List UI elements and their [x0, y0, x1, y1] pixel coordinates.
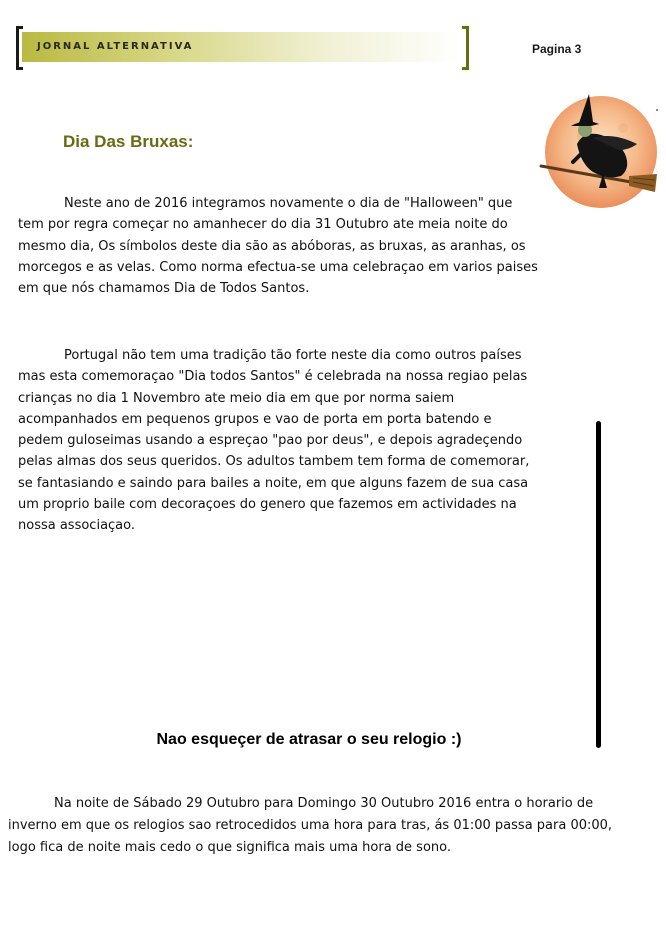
article-paragraph-1: Neste ano de 2016 integramos novamente o dia de "Halloween" que tem por regra começar no amanhecer do dia 31 Outubro ate meia noite do mesmo dia, Os símbolos deste dia são as abóboras, as bruxas, as aranhas, os morcegos e as velas. Como norma efectua-se uma celebraçao em varios paises em que nós chamamos Dia de Todos Santos. — [18, 196, 538, 297]
article-paragraph-2: Portugal não tem uma tradição tão forte neste dia como outros países mas esta comemoraçao "Dia todos Santos" é celebrada na nossa regiao pelas crianças no dia 1 Novembro ate meio dia em que por norma saiem acompanhados em pequenos grupos e vao de porta em porta batendo e pedem guloseimas usando a espreçao "pao por deus", e depois agradeçendo pelas almas dos seus queridos. Os adultos tambem tem forma de comemorar, se fantasiando e saindo para bailes a noite, em que alguns fazem de sua casa um proprio baile com decoraçoes do genero que fazemos em actividades na nossa associaçao. — [18, 348, 530, 534]
notice-title: Nao esqueçer de atrasar o seu relogio :) — [156, 731, 462, 748]
header-bracket-left — [16, 26, 23, 70]
page-number: Pagina 3 — [532, 42, 582, 56]
witch-on-broom-icon — [533, 88, 661, 220]
vertical-divider — [596, 421, 601, 748]
header-bracket-right — [462, 26, 469, 70]
article-title: Dia Das Bruxas: — [63, 132, 194, 151]
notice-paragraph: Na noite de Sábado 29 Outubro para Domingo 30 Outubro 2016 entra o horario de inverno em que os relogios sao retrocedidos uma hora para tras, ás 01:00 passa para 00:00, logo fica de noite mais cedo o que significa mais uma hora de sono. — [8, 796, 613, 855]
journal-title: JORNAL ALTERNATIVA — [37, 41, 194, 52]
